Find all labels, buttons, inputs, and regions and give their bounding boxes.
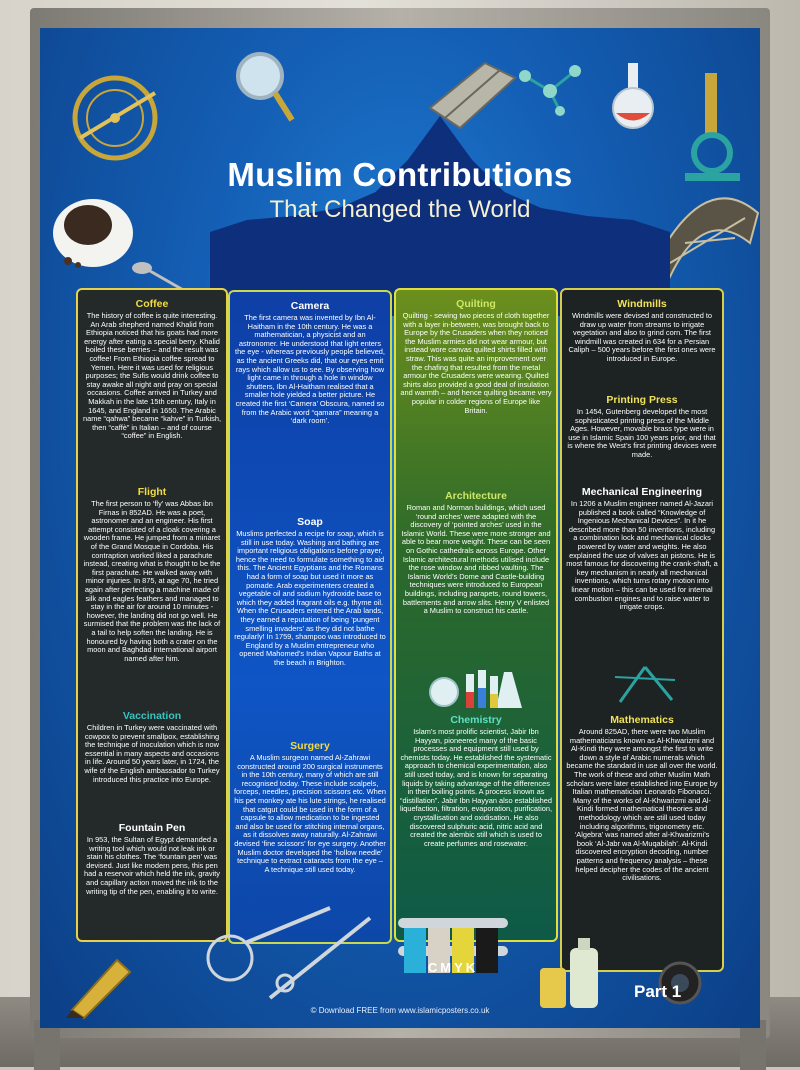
section-mathematics (566, 714, 718, 883)
section-coffee (82, 298, 222, 441)
section-body: Muslims perfected a recipe for soap, which is still in use today. Washing and bathing are important religious obligations before prayer, hence the need to formulate something to aid this. The Ancient Egyptians and the Romans had a form of soap but used it more as pomade. Arab experimenters created a vegetable oil and sodium hydroxide base to which they added fragrant oils e.g. thyme oil. When the Crusaders entered the Arab lands, they earned a reputation of being ‘pungent smelling invaders’ as they did not bathe regularly! In 1759, shampoo was introduced to England by a Muslim entrepreneur who opened Mahomed’s Indian Vapour Baths at the beach in Brighton. (234, 529, 386, 667)
section-heading: Quilting (456, 298, 496, 310)
section-surgery (234, 740, 386, 874)
poster (40, 28, 760, 1028)
download-note: © Download FREE from www.islamicposters.co.uk (310, 1006, 490, 1015)
magnifying-glass-icon (230, 48, 300, 128)
soap-bottles-icon (530, 933, 620, 1013)
part-label: Part 1 (634, 982, 682, 1001)
section-heading: Flight (137, 486, 167, 498)
section-body: Islam’s most prolific scientist, Jabir Ibn Hayyan, pioneered many of the basic processes and equipment still used by chemists today. He established the systematic approach to chemical experimentation, also still used today, and is known for separating liquids by taking advantage of the differences in their boiling points. A process known as “distillation”. Jabir Ibn Hayyan also established liquefaction, filtration, evaporation, purification, crystallisation and oxidisation. He also discovered sulphuric acid, nitric acid and created the alembic still which is used to create perfumes and rosewater. (400, 727, 553, 848)
section-heading: Surgery (290, 740, 330, 752)
section-body: In 1206 a Muslim engineer named Al-Jazari published a book called “Knowledge of Ingenious Mechanical Devices”. In it he described more than 50 inventions, including a combination lock and mechanical clocks powered by water and weights. He also explained the use of valves an pistons. He is most famous for discovering the crank-shaft, a key mechanism in nearly all mechanical inventions, which turns rotary motion into linear motion – this can be used for internal combustion engines and to raise water to irrigate crops. (566, 499, 718, 612)
surgical-instruments-icon (190, 898, 380, 1008)
section-body: The history of coffee is quite interesting. An Arab shepherd named Khalid from Ethiopia noticed that his goats had more energy after eating a special berry. Khalid boiled these berries – and the result was coffee! From Ethiopia coffee spread to Yemen. Here it was used for religious purposes; the Sufis would drink coffee to stay awake all night and pray on special occasions. Coffee arrived in Turkey and Makkah in the late 15th century, Italy in 1645, and England in 1650. The Arabic name “qahwa” became “kahve” in Turkish, then “caffè” in Italian – and of course “coffee” in English. (82, 311, 222, 441)
section-heading: Soap (297, 516, 323, 528)
section-body: The first person to ‘fly’ was Abbas ibn Firnas in 852AD. He was a poet, astronomer and an engineer. His first attempt consisted of a cloak covering a wooden frame. He jumped from a minaret of the Grand Mosque in Cordoba. His contraption worked liked a parachute instead, creating what is thought to be the first parachute. He walked away with minor injuries. In 875, at age 70, he tried again after perfecting a machine made of silk and eagles feathers and managed to stay in the air for around 10 minutes - however, the landing did not go well. He surmised that the problem was the lack of a tail to help soften the landing. He is honoured by having both a crater on the moon and Baghdad international airport named after him. (83, 499, 221, 663)
compass-icon (610, 662, 680, 707)
section-body: Windmills were devised and constructed to draw up water from streams to irrigate vegetation and also to grind corn. The first windmill was created in 634 for a Persian Caliph – 500 years before the first ones were introduced in Europe. (568, 311, 716, 363)
cmyk-label: CMYK (427, 960, 479, 975)
printing-rollers (398, 918, 508, 978)
section-heading: Mechanical Engineering (581, 486, 703, 498)
section-fountain-pen (82, 822, 222, 896)
section-body: In 1454, Gutenberg developed the most sophisticated printing press of the Middle Ages. However, movable brass type were in use in Islamic Spain 100 years prior, and that is where the West’s first printing devices were made. (567, 407, 717, 459)
section-heading: Windmills (617, 298, 667, 310)
section-heading: Mathematics (610, 714, 674, 726)
section-heading: Printing Press (606, 394, 678, 406)
section-body: Around 825AD, there were two Muslim mathematicians known as Al-Khwarizmi and Al-Kindi they were amongst the first to write down a style of Arabic numerals which became the standard in use all over the world. The work of these and other Muslim Math scholars were later established into Europe by Italian mathematician Leonardo Fibonacci. Many of the works of Al-Khwarizmi and Al-Kindi formed mathematical theories and methodology which are still used today including algorithms, trigonometry etc. ‘Algebra’ was named after al-Khwarizmi’s book ‘Al-Jabr wa Al-Muqabilah’. Al-Kindi discovered encryption decoding, number patterns and frequency analysis – these helped decipher the codes of the ancient civilisations. (566, 727, 718, 883)
section-camera (234, 300, 386, 426)
section-body: Quilting - sewing two pieces of cloth together with a layer in-between, was brought back to Europe by the Crusaders when they noticed the Muslim armies did not wear armour, but instead wore canvas quilted shirts filled with straw. This was quite an improvement over the chafing that resulted from the metal armour the Crusaders were wearing. Quilted shirts also provided a good deal of insulation and warmth – and hence quilting became very popular in colder regions of Europe like Britain. (400, 311, 552, 415)
molecule-icon (515, 56, 595, 116)
section-heading: Vaccination (122, 710, 182, 722)
poster-subtitle: That Changed the World (269, 196, 531, 223)
column-1 (76, 288, 228, 942)
section-body: The first camera was invented by Ibn Al-Haitham in the 10th century. He was a mathematician, a physicist and an astronomer. He understood that light enters the eye - whereas previously people believed, as the ancient Greeks did, that our eyes emit rays which allow us to see. By observing how light came in through a hole in window shutters, Ibn Al-Haitham realised that a smaller hole yielded a better picture. He created the first ‘Camera’ Obscura, named so from the Arabic word “qamara” meaning a ‘dark room’. (235, 313, 385, 426)
section-body: Roman and Norman buildings, which used ‘round arches’ were adapted with the discovery of ‘pointed arches’ used in the Islamic World. These were more stronger and able to bear more weight. These can be seen on Gothic cathedrals across Europe. Other Islamic architectural methods utilised include the rose window and ribbed vaulting. The Islamic World’s Dome and Castle-building techniques were introduced to European buildings, including parapets, round towers, battlements and arrow slits. Henry V enlisted a Muslim to construct his castle. (401, 503, 551, 616)
section-vaccination (82, 710, 222, 784)
section-body: A Muslim surgeon named Al-Zahrawi constructed around 200 surgical instruments in the 10th century, many of which are still recognised today. These include scalpels, forceps, needles, precision scissors etc. When his pet monkey ate his lute strings, he realised that catgut could be used in the form of a capsule to allow medication to be ingested and also be used for stitching internal organs, as it dissolves away naturally. Al-Zahrawi devised ‘fine scissors’ for eye surgery. Another Muslim doctor developed the ‘hollow needle’ technique to extract cataracts from the eye – A technique still used today. (234, 753, 386, 874)
title-block (40, 156, 760, 224)
chemistry-glassware-icon (426, 662, 526, 712)
poster-title: Muslim Contributions (227, 156, 573, 193)
section-body: In 953, the Sultan of Egypt demanded a writing tool which would not leak ink or stain his clothes. The ‘fountain pen’ was devised. Just like modern pens, this pen had a reservoir which held the ink, gravity and capillary action moved the ink to the writing tip of the pen, enabling it to write. (84, 835, 220, 896)
section-flight (82, 486, 222, 663)
section-heading: Coffee (135, 298, 169, 310)
section-soap (234, 516, 386, 668)
section-windmills (566, 298, 718, 364)
section-heading: Fountain Pen (118, 822, 186, 834)
column-3 (394, 288, 558, 942)
section-architecture (400, 490, 552, 616)
column-4 (560, 288, 724, 972)
flask-icon (608, 58, 658, 133)
section-body: Children in Turkey were vaccinated with cowpox to prevent smallpox, establishing the technique of inoculation which is now essential in many aspects and occasions in life. Around 50 years later, in 1724, the wife of the English ambassador to Turkey introduced this practice into Europe. (84, 723, 220, 784)
section-heading: Chemistry (450, 714, 502, 726)
section-chemistry (400, 714, 552, 848)
section-mechanical-engineering (566, 486, 718, 612)
section-heading: Architecture (445, 490, 507, 502)
section-quilting (400, 298, 552, 415)
section-printing-press (566, 394, 718, 460)
column-2 (228, 290, 392, 944)
section-heading: Camera (290, 300, 330, 312)
